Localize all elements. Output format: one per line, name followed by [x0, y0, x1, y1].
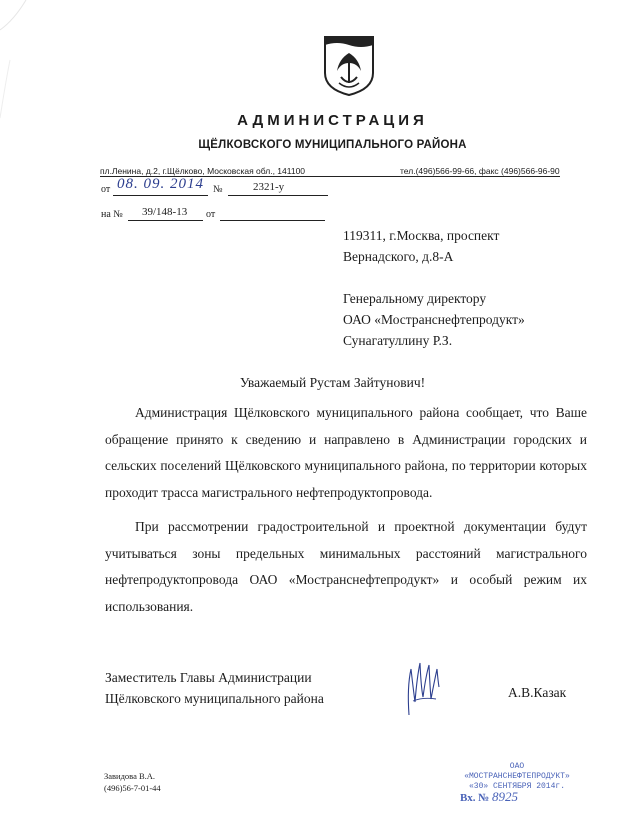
reply-number: 39/148-13 [142, 206, 188, 218]
header-rule [340, 176, 400, 177]
stamp-line: «МОСТРАНСНЕФТЕПРОДУКТ» [464, 772, 570, 781]
recipient-line: ОАО «Мостранснефтепродукт» [343, 312, 525, 327]
handwritten-date: 08. 09. 2014 [117, 176, 204, 192]
executor-info [104, 770, 161, 794]
greeting: Уважаемый Рустам Зайтунович! [239, 375, 426, 390]
recipient-line: Сунагатуллину Р.З. [343, 333, 453, 348]
org-subtitle: ЩЁЛКОВСКОГО МУНИЦИПАЛЬНОГО РАЙОНА [198, 139, 467, 151]
reply-from-label: от [206, 209, 216, 220]
handwritten-signature [403, 657, 443, 717]
recipient-line: 119311, г.Москва, проспект [343, 228, 500, 243]
org-address: пл.Ленина, д.2, г.Щёлково, Московская обл., 141100 [100, 166, 340, 177]
scan-edge-mark [0, 0, 60, 120]
stamp-line: «30» СЕНТЯБРЯ 2014г. [468, 782, 565, 791]
outgoing-number: 2321-у [253, 181, 285, 193]
recipient-line [343, 267, 525, 288]
position-line: Щёлковского муниципального района [105, 691, 324, 706]
org-phones: тел.(496)566-99-66, факс (496)566-96-90 [400, 166, 560, 176]
recipient-block [343, 225, 525, 351]
stamp-in-label: Вх. № [460, 792, 490, 804]
signatory-name: А.В.Казак [508, 685, 567, 700]
executor-phone: (496)56-7-01-44 [104, 783, 161, 793]
letter-body [105, 400, 587, 628]
body-paragraph: При рассмотрении градостроительной и проектной документации будут учитываться зоны предельных минимальных расстояний магистрального нефтепродуктопровода ОАО «Мостранснефтепродукт» и особый режим их использования. [105, 519, 587, 614]
coat-of-arms-icon [321, 33, 377, 97]
stamp-line: ОАО [509, 762, 525, 771]
date-label: от [101, 184, 111, 195]
recipient-line: Генеральному директору [343, 291, 487, 306]
reply-label: на № [101, 209, 123, 220]
stamp-number-row [452, 789, 582, 804]
recipient-line: Вернадского, д.8-А [343, 249, 454, 264]
signatory-position [105, 667, 324, 709]
incoming-stamp [452, 762, 582, 803]
number-label: № [213, 184, 223, 195]
reply-date-line [220, 207, 325, 221]
executor-name: Завидова В.А. [104, 771, 156, 781]
org-title: АДМИНИСТРАЦИЯ [237, 112, 428, 129]
body-paragraph: Администрация Щёлковского муниципального района сообщает, что Ваше обращение принято к сведению и направлено в Администрации городских и сельских поселений Щёлковского муниципального района, по территории которых проходит трасса магистрального нефтепродуктопровода. [105, 405, 587, 500]
position-line: Заместитель Главы Администрации [105, 670, 312, 685]
stamp-in-number: 8925 [492, 789, 518, 804]
